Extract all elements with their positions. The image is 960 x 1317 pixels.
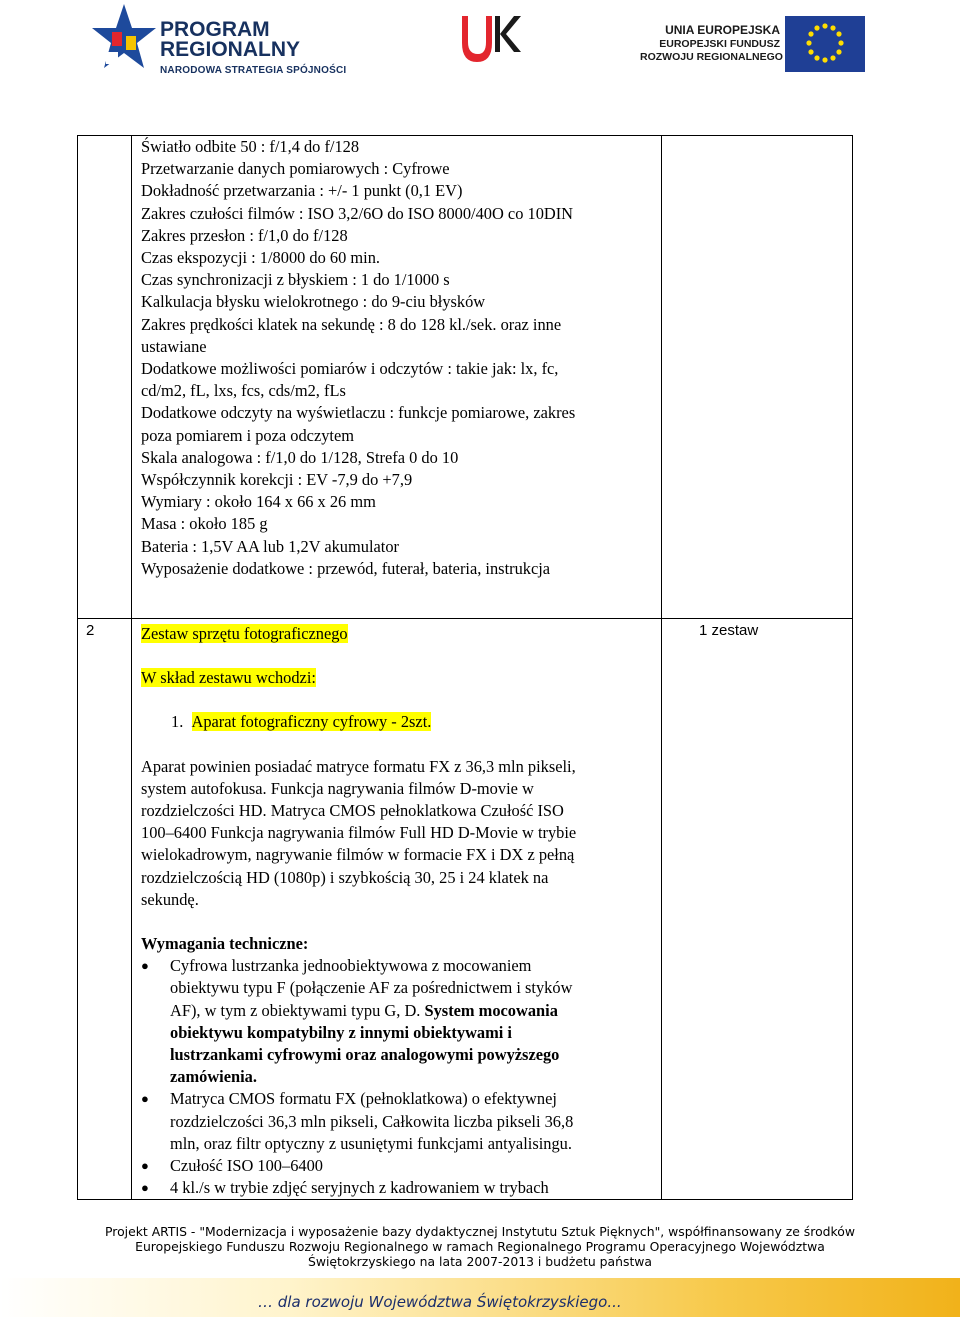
list-text-bold: System mocowania xyxy=(424,1000,558,1020)
program-regionalny-logo xyxy=(92,2,352,82)
description-line: system autofokusa. Funkcja nagrywania filmów D-movie w xyxy=(141,778,534,798)
program-logo-line1: PROGRAM xyxy=(160,18,270,41)
spec-line: ustawiane xyxy=(141,336,207,356)
list-item xyxy=(141,1155,661,1177)
list-item xyxy=(141,1177,661,1199)
description-cell xyxy=(132,136,662,619)
bullet-icon: ● xyxy=(141,1180,149,1196)
list-line: Czułość ISO 100–6400 xyxy=(170,1156,323,1176)
description-line: rozdzielczością HD (1080p) i szybkością 30, 25 i 24 klatek na xyxy=(141,867,549,887)
program-logo-sub: NARODOWA STRATEGIA SPÓJNOŚCI xyxy=(160,65,347,76)
list-line: rozdzielczości 36,3 mln pikseli, Całkowita liczba pikseli 36,8 xyxy=(170,1111,574,1131)
description-line: sekundę. xyxy=(141,889,199,909)
ujk-logo xyxy=(458,14,522,64)
footer-line: Projekt ARTIS - "Modernizacja i wyposażenie bazy dydaktycznej Instytutu Sztuk Pięknych", współfinansowany ze środków xyxy=(105,1224,855,1239)
eu-logo-line2: EUROPEJSKI FUNDUSZ xyxy=(659,37,780,50)
description-cell xyxy=(132,619,662,1200)
spec-line: cd/m2, fL, lxs, fcs, cds/m2, fLs xyxy=(141,381,346,401)
quantity-value: 1 zestaw xyxy=(699,622,759,639)
eu-logo xyxy=(640,16,866,74)
spec-line: Zakres prędkości klatek na sekundę : 8 do 128 kl./sek. oraz inne xyxy=(141,314,562,334)
quantity-cell xyxy=(662,136,853,619)
row-number-cell xyxy=(78,136,132,619)
page-footer xyxy=(0,1224,960,1269)
spec-line: Dodatkowe odczyty na wyświetlaczu : funkcje pomiarowe, zakres xyxy=(141,403,576,423)
list-line-bold: obiektywu kompatybilny z innymi obiektywami i xyxy=(170,1022,512,1042)
spec-line: Czas synchronizacji z błyskiem : 1 do 1/1000 s xyxy=(141,270,450,290)
set-title: Zestaw sprzętu fotograficznego xyxy=(141,624,348,643)
description-line: Aparat powinien posiadać matryce formatu FX z 36,3 mln pikseli, xyxy=(141,756,576,776)
spec-line: Zakres czułości filmów : ISO 3,2/6O do ISO 8000/40O co 10DIN xyxy=(141,203,574,223)
bullet-icon: ● xyxy=(141,1091,149,1107)
list-line: mln, oraz filtr optyczny z usuniętymi funkcjami antyalisingu. xyxy=(170,1133,572,1153)
list-line: obiektywu typu F (połączenie AF za pośrednictwem i styków xyxy=(170,978,573,998)
spec-line: Światło odbite 50 : f/1,4 do f/128 xyxy=(141,137,360,156)
spec-line: Skala analogowa : f/1,0 do 1/128, Strefa 0 do 10 xyxy=(141,447,459,467)
spec-line: poza pomiarem i poza odczytem xyxy=(141,425,354,445)
spec-line: Przetwarzanie danych pomiarowych : Cyfrowe xyxy=(141,159,450,179)
description-line: rozdzielczości HD. Matryca CMOS pełnoklatkowa Czułość ISO xyxy=(141,801,564,821)
ujk-logo-icon xyxy=(458,14,522,64)
list-line: Cyfrowa lustrzanka jednoobiektywowa z mocowaniem xyxy=(170,956,532,976)
spec-line: Masa : około 185 g xyxy=(141,514,268,534)
list-text: AF), w tym z obiektywami typu G, D. xyxy=(170,1000,425,1020)
table-row xyxy=(78,619,853,1200)
set-subtitle: W skład zestawu wchodzi: xyxy=(141,668,316,688)
quantity-cell xyxy=(662,619,853,1200)
row-number-cell xyxy=(78,619,132,1200)
program-regionalny-star-icon xyxy=(92,2,156,82)
list-line: Matryca CMOS formatu FX (pełnoklatkowa) o efektywnej xyxy=(170,1089,557,1109)
item-title: Aparat fotograficzny cyfrowy - 2szt. xyxy=(191,712,432,732)
spec-line: Czas ekspozycji : 1/8000 do 60 min. xyxy=(141,248,381,268)
page-header xyxy=(0,0,960,90)
list-item xyxy=(141,955,661,1088)
spec-line: Współczynnik korekcji : EV -7,9 do +7,9 xyxy=(141,470,413,490)
bullet-icon: ● xyxy=(141,958,149,974)
row-number: 2 xyxy=(86,622,95,639)
spec-line: Wymiary : około 164 x 66 x 26 mm xyxy=(141,492,376,512)
footer-line: Europejskiego Funduszu Rozwoju Regionalnego w ramach Regionalnego Programu Operacyjnego Województwa xyxy=(135,1239,825,1254)
list-line: 4 kl./s w trybie zdjęć seryjnych z kadrowaniem w trybach xyxy=(170,1178,549,1198)
spec-line: Zakres przesłon : f/1,0 do f/128 xyxy=(141,225,348,245)
list-item xyxy=(141,1088,661,1155)
footer-tagline: … dla rozwoju Województwa Świętokrzyskiego... xyxy=(258,1293,622,1311)
requirements-heading: Wymagania techniczne: xyxy=(141,934,309,954)
eu-logo-line3: ROZWOJU REGIONALNEGO xyxy=(640,51,783,63)
spec-line: Dodatkowe możliwości pomiarów i odczytów : takie jak: lx, fc, xyxy=(141,359,559,379)
spec-line: Kalkulacja błysku wielokrotnego : do 9-ciu błysków xyxy=(141,292,486,312)
spec-line: Bateria : 1,5V AA lub 1,2V akumulator xyxy=(141,536,399,556)
description-line: wielokadrowym, nagrywanie filmów w formacie FX i DX z pełną xyxy=(141,845,575,865)
list-line-bold: lustrzankami cyfrowymi oraz analogowymi powyższego xyxy=(170,1045,560,1065)
description-line: 100–6400 Funkcja nagrywania filmów Full HD D-Movie w trybie xyxy=(141,823,577,843)
spec-line: Wyposażenie dodatkowe : przewód, futerał, bateria, instrukcja xyxy=(141,558,551,578)
eu-logo-line1: UNIA EUROPEJSKA xyxy=(665,23,780,37)
footer-line: Świętokrzyskiego na lata 2007-2013 i budżetu państwa xyxy=(307,1254,653,1269)
item-number: 1. xyxy=(171,712,184,732)
spec-line: Dokładność przetwarzania : +/- 1 punkt (0,1 EV) xyxy=(141,181,463,201)
specification-table xyxy=(77,135,853,1200)
list-line-bold: zamówienia. xyxy=(170,1067,257,1087)
program-logo-line2: REGIONALNY xyxy=(160,38,301,61)
table-row xyxy=(78,136,853,619)
bullet-icon: ● xyxy=(141,1158,149,1174)
eu-flag-icon xyxy=(785,16,865,72)
